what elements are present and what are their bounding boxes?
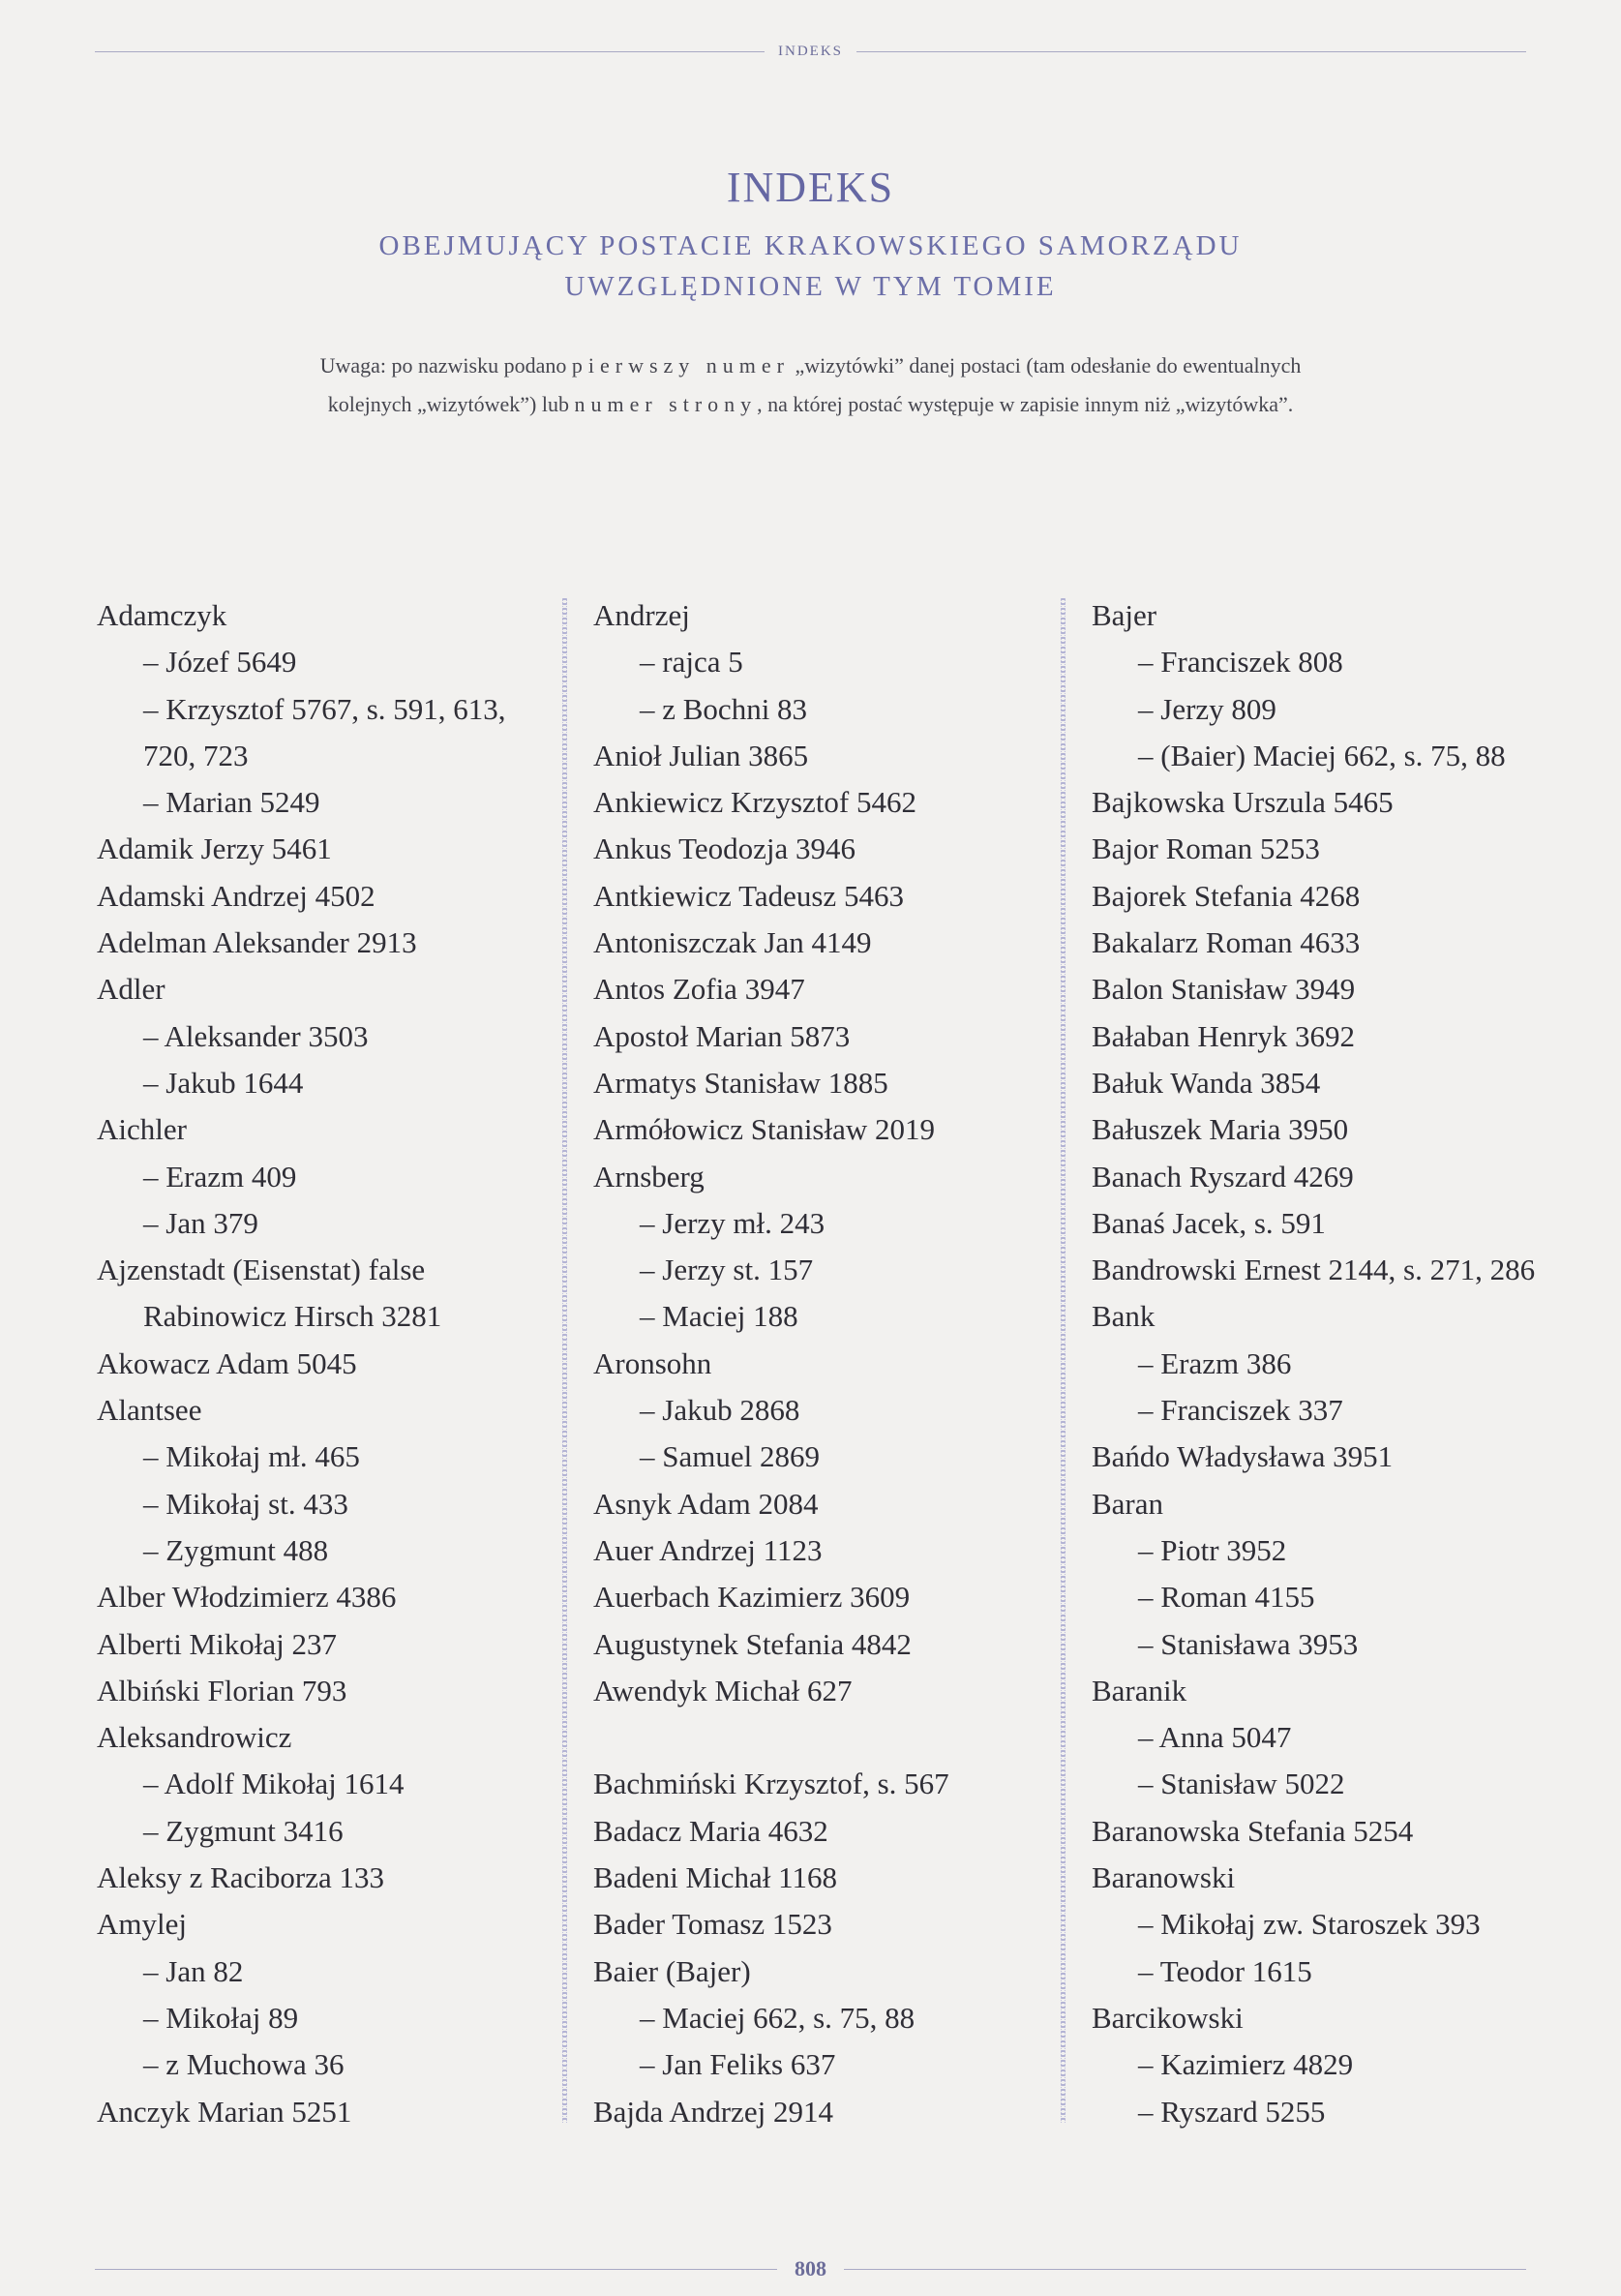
page-footer [95,2254,1526,2283]
footer-rule-left [95,2269,777,2270]
index-subentry: – Aleksander 3503 [143,1018,369,1053]
index-entry: Bałuszek Maria 3950 [1092,1112,1349,1147]
index-entry: Amylej [97,1907,187,1942]
index-entry: Aleksy z Raciborza 133 [97,1860,384,1895]
index-entry: Asnyk Adam 2084 [593,1486,819,1521]
index-entry: Arnsberg [593,1159,705,1193]
index-subentry: – Mikołaj zw. Staroszek 393 [1138,1907,1481,1942]
page-title: INDEKS [726,164,895,211]
index-subentry: – Piotr 3952 [1138,1532,1287,1567]
running-head [95,37,1526,66]
index-entry: Bajer [1092,598,1157,632]
index-entry: Adamik Jerzy 5461 [97,831,332,866]
index-entry: Adelman Aleksander 2913 [97,925,417,960]
index-entry: Alberti Mikołaj 237 [97,1626,337,1661]
index-entry: Alantsee [97,1393,202,1428]
index-subentry: – Zygmunt 488 [143,1532,329,1567]
index-entry: Balon Stanisław 3949 [1092,972,1356,1007]
index-entry: Baranowska Stefania 5254 [1092,1813,1414,1848]
index-entry: Alber Włodzimierz 4386 [97,1580,397,1615]
index-spacer [593,1714,1038,1761]
index-entry: Adler [97,972,165,1007]
index-entry: Anczyk Marian 5251 [97,2094,352,2129]
index-entry: Aichler [97,1112,187,1147]
index-entry: Bałuk Wanda 3854 [1092,1065,1321,1100]
index-entry: Apostoł Marian 5873 [593,1018,851,1053]
index-entry: Augustynek Stefania 4842 [593,1626,912,1661]
index-entry: Bałaban Henryk 3692 [1092,1018,1356,1053]
index-subentry: – z Bochni 83 [640,691,808,726]
index-entry: Bajkowska Urszula 5465 [1092,785,1394,820]
page-number: 808 [795,2256,826,2281]
index-entry: Antkiewicz Tadeusz 5463 [593,878,904,913]
subtitle-line-1: OBEJMUJĄCY POSTACIE KRAKOWSKIEGO SAMORZĄDU [378,230,1243,261]
index-entry: Auer Andrzej 1123 [593,1532,823,1567]
index-subentry: – Maciej 662, s. 75, 88 [640,2000,916,2035]
note-part-4: , na której postać występuje w zapisie innym niż „wizytówka”. [757,392,1294,416]
index-subentry: – Erazm 386 [1138,1345,1292,1380]
index-continuation: 720, 723 [143,738,249,772]
index-subentry: – Stanisław 5022 [1138,1767,1345,1801]
index-entry: Bandrowski Ernest 2144, s. 271, 286 [1092,1253,1536,1287]
index-entry: Baran [1092,1486,1164,1521]
index-entry: Akowacz Adam 5045 [97,1345,357,1380]
index-entry: Antos Zofia 3947 [593,972,805,1007]
index-subentry: – Ryszard 5255 [1138,2094,1326,2129]
header-rule-right [856,51,1526,52]
index-subentry: – Samuel 2869 [640,1439,820,1474]
index-subentry: – (Baier) Maciej 662, s. 75, 88 [1138,738,1506,772]
index-entry: Ankus Teodozja 3946 [593,831,856,866]
index-entry: Bakalarz Roman 4633 [1092,925,1361,960]
index-entry: Auerbach Kazimierz 3609 [593,1580,911,1615]
index-entry: Antoniszczak Jan 4149 [593,925,872,960]
index-column-1 [97,592,542,2135]
index-column-3 [1092,592,1537,2135]
index-entry: Aleksandrowicz [97,1720,292,1755]
index-entry: Bader Tomasz 1523 [593,1907,832,1942]
running-head-label: INDEKS [778,43,843,59]
index-subentry: – Marian 5249 [143,785,320,820]
index-entry: Awendyk Michał 627 [593,1673,853,1707]
index-subentry: – Jerzy 809 [1138,691,1276,726]
index-subentry: – Jerzy mł. 243 [640,1205,826,1240]
index-subentry: – Anna 5047 [1138,1720,1292,1755]
index-subentry: – Jerzy st. 157 [640,1253,814,1287]
index-entry: Ajzenstadt (Eisenstat) false [97,1253,426,1287]
index-entry: Baranowski [1092,1860,1236,1895]
header-rule-left [95,51,765,52]
subtitle-line-2: UWZGLĘDNIONE W TYM TOMIE [564,271,1057,302]
index-entry: Armatys Stanisław 1885 [593,1065,888,1100]
index-subentry: – Erazm 409 [143,1159,297,1193]
index-subentry: – Jakub 2868 [640,1393,800,1428]
index-subentry: – Jakub 1644 [143,1065,304,1100]
index-entry: Bachmiński Krzysztof, s. 567 [593,1767,949,1801]
index-entry: Badeni Michał 1168 [593,1860,837,1895]
index-entry: Badacz Maria 4632 [593,1813,828,1848]
index-entry: Anioł Julian 3865 [593,738,809,772]
index-subentry: – Adolf Mikołaj 1614 [143,1767,405,1801]
index-subentry: – Krzysztof 5767, s. 591, 613, [143,691,506,726]
index-subentry: – z Muchowa 36 [143,2047,345,2082]
usage-note [155,347,1466,424]
index-entry: Baier (Bajer) [593,1953,751,1988]
index-subentry: – Mikołaj st. 433 [143,1486,348,1521]
note-part-2: „wizytówki” danej postaci (tam odesłanie do ewentualnych [789,353,1302,378]
index-entry: Andrzej [593,598,690,632]
index-subentry: – Franciszek 337 [1138,1393,1343,1428]
index-subentry: – Zygmunt 3416 [143,1813,344,1848]
index-entry: Adamczyk [97,598,227,632]
index-entry: Armółowicz Stanisław 2019 [593,1112,936,1147]
index-subentry: – Maciej 188 [640,1299,798,1334]
column-divider-2 [1061,598,1066,2123]
index-entry: Bank [1092,1299,1156,1334]
note-spaced-1: pierwszy numer [571,353,790,378]
index-entry: Aronsohn [593,1345,712,1380]
index-subentry: – Jan 82 [143,1953,244,1988]
index-subentry: – Teodor 1615 [1138,1953,1312,1988]
index-subentry: – Kazimierz 4829 [1138,2047,1354,2082]
index-entry: Barcikowski [1092,2000,1244,2035]
index-subentry: – rajca 5 [640,645,743,680]
note-part-1: Uwaga: po nazwisku podano [319,353,572,378]
column-divider-1 [562,598,567,2123]
index-subentry: – Franciszek 808 [1138,645,1343,680]
index-subentry: – Stanisława 3953 [1138,1626,1359,1661]
index-entry: Bajda Andrzej 2914 [593,2094,833,2129]
index-entry: Ankiewicz Krzysztof 5462 [593,785,917,820]
note-part-3: kolejnych „wizytówek”) lub [327,392,575,416]
index-subentry: – Mikołaj mł. 465 [143,1439,360,1474]
index-continuation: Rabinowicz Hirsch 3281 [143,1299,442,1334]
index-subentry: – Józef 5649 [143,645,297,680]
index-subentry: – Jan Feliks 637 [640,2047,836,2082]
footer-rule-right [844,2269,1526,2270]
index-subentry: – Jan 379 [143,1205,258,1240]
index-entry: Bajor Roman 5253 [1092,831,1320,866]
index-subentry: – Mikołaj 89 [143,2000,299,2035]
index-entry: Bajorek Stefania 4268 [1092,878,1361,913]
note-spaced-2: numer strony [574,392,758,416]
index-subentry: – Roman 4155 [1138,1580,1315,1615]
index-entry: Baranik [1092,1673,1187,1707]
index-entry: Bańdo Władysława 3951 [1092,1439,1394,1474]
index-entry: Adamski Andrzej 4502 [97,878,375,913]
index-entry: Banaś Jacek, s. 591 [1092,1205,1326,1240]
index-column-2 [593,592,1038,2135]
index-entry: Albiński Florian 793 [97,1673,347,1707]
index-entry: Banach Ryszard 4269 [1092,1159,1354,1193]
